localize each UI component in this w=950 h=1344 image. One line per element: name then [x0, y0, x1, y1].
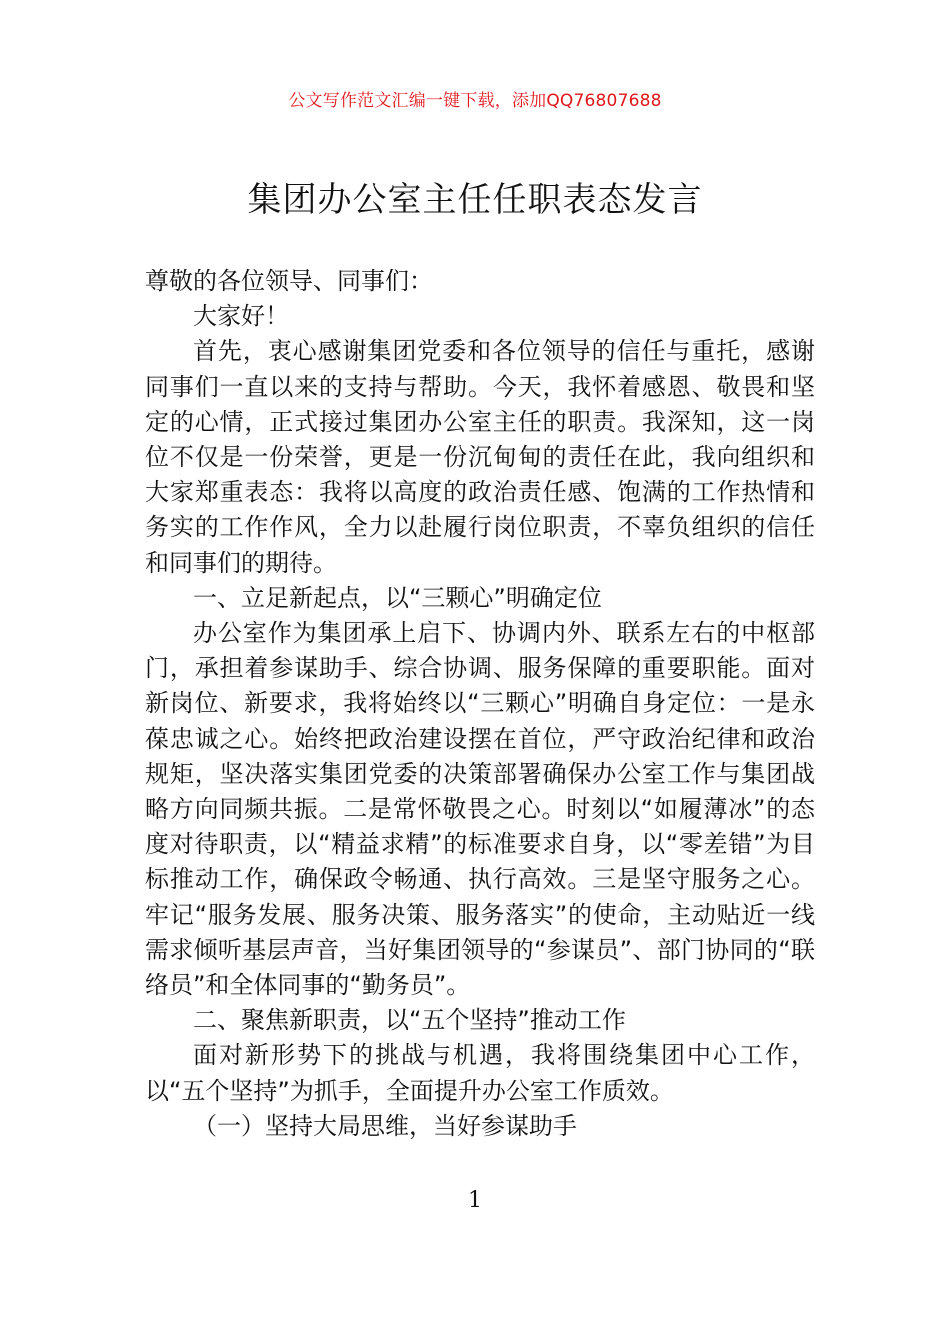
- paragraph-opening: 首先，衷心感谢集团党委和各位领导的信任与重托，感谢同事们一直以来的支持与帮助。今天，我怀着感恩、敬畏和坚定的心情，正式接过集团办公室主任的职责。我深知，这一岗位不仅是一份荣誉，更是一份沉甸甸的责任在此，我向组织和大家郑重表态：我将以高度的政治责任感、饱满的工作热情和务实的工作作风，全力以赴履行岗位职责，不辜负组织的信任和同事们的期待。: [145, 337, 815, 577]
- document-title: 集团办公室主任任职表态发言: [247, 180, 703, 220]
- greeting: 大家好！: [193, 302, 289, 331]
- download-promo-note: 公文写作范文汇编一键下载，添加QQ76807688: [288, 91, 662, 111]
- document-body: [145, 264, 815, 1144]
- section-heading-2: 二、聚焦新职责，以“五个坚持”推动工作: [193, 1006, 626, 1035]
- subsection-heading-1: （一）坚持大局思维，当好参谋助手: [193, 1111, 577, 1140]
- paragraph-section-1: 办公室作为集团承上启下、协调内外、联系左右的中枢部门，承担着参谋助手、综合协调、服务保障的重要职能。面对新岗位、新要求，我将始终以“三颗心”明确自身定位：一是永葆忠诚之心。始终把政治建设摆在首位，严守政治纪律和政治规矩，坚决落实集团党委的决策部署确保办公室工作与集团战略方向同频共振。二是常怀敬畏之心。时刻以“如履薄冰”的态度对待职责，以“精益求精”的标准要求自身，以“零差错”为目标推动工作，确保政令畅通、执行高效。三是坚守服务之心。牢记“服务发展、服务决策、服务落实”的使命，主动贴近一线需求倾听基层声音，当好集团领导的“参谋员”、部门协同的“联络员”和全体同事的“勤务员”。: [145, 619, 815, 1000]
- salutation: 尊敬的各位领导、同事们：: [145, 267, 433, 295]
- page-number: 1: [468, 1188, 482, 1213]
- section-heading-1: 一、立足新起点，以“三颗心”明确定位: [193, 583, 602, 612]
- paragraph-section-2: 面对新形势下的挑战与机遇，我将围绕集团中心工作，以“五个坚持”为抓手，全面提升办公室工作质效。: [145, 1041, 815, 1105]
